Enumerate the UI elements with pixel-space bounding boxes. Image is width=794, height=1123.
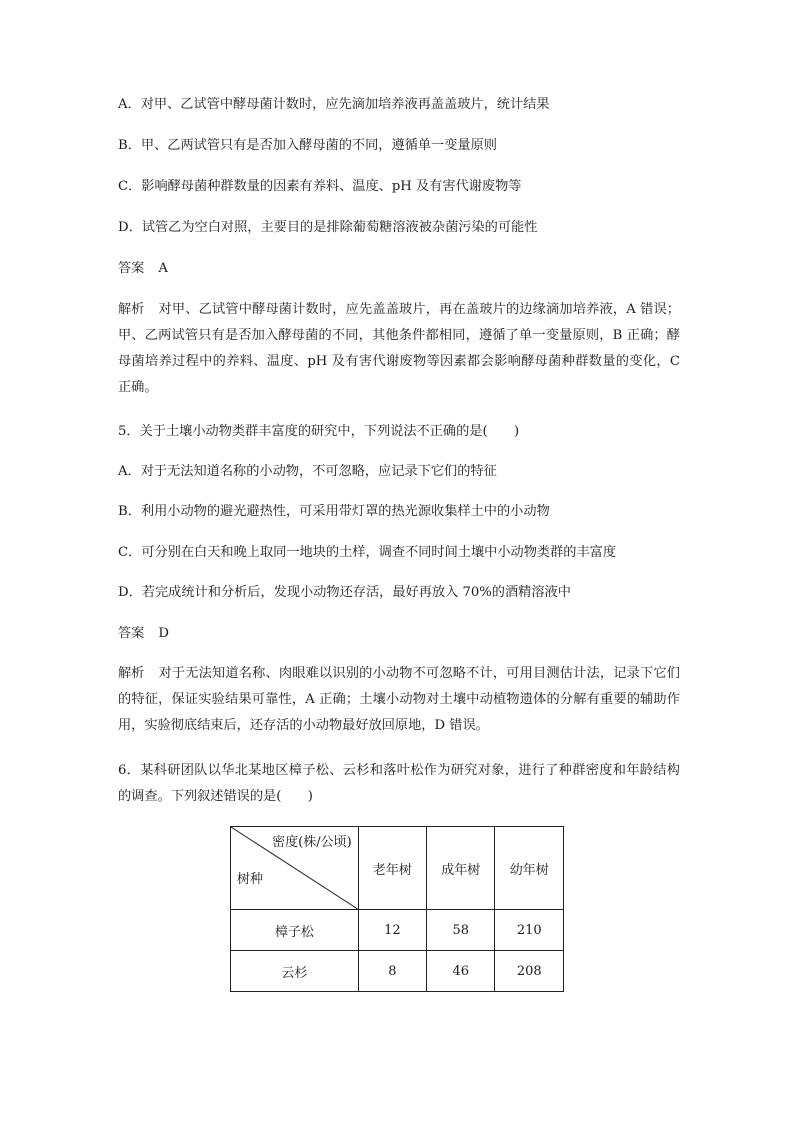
answer-label: 答案 xyxy=(118,626,145,641)
row-label: 樟子松 xyxy=(231,910,359,951)
column-header: 幼年树 xyxy=(495,827,564,910)
table-cell: 12 xyxy=(358,910,426,951)
q4-option-a: A．对甲、乙试管中酵母菌计数时，应先滴加培养液再盖盖玻片，统计结果 xyxy=(118,97,550,112)
table-cell: 208 xyxy=(495,951,564,992)
q5-option-a: A．对于无法知道名称的小动物，不可忽略，应记录下它们的特征 xyxy=(118,464,497,479)
q5-answer xyxy=(118,623,169,645)
analysis-label: 解析 xyxy=(118,302,145,317)
answer-value: D xyxy=(158,626,169,641)
corner-top-label: 密度(株/公顷) xyxy=(272,835,352,850)
q6-stem: 6．某科研团队以华北某地区樟子松、云杉和落叶松作为研究对象，进行了种群密度和年龄结构的调查。下列叙述错误的是( ) xyxy=(118,763,680,804)
analysis-label: 解析 xyxy=(118,666,145,681)
q4-answer xyxy=(118,258,168,280)
q5-stem: 5．关于土壤小动物类群丰富度的研究中，下列说法不正确的是( ) xyxy=(118,424,520,439)
q4-option-d: D．试管乙为空白对照，主要目的是排除葡萄糖溶液被杂菌污染的可能性 xyxy=(118,220,538,235)
answer-value: A xyxy=(158,261,168,276)
table-header-row xyxy=(231,827,564,910)
density-table xyxy=(230,826,564,992)
row-label: 云杉 xyxy=(231,951,359,992)
table-cell: 58 xyxy=(427,910,495,951)
column-header: 老年树 xyxy=(358,827,426,910)
table-cell: 210 xyxy=(495,910,564,951)
table-cell: 8 xyxy=(358,951,426,992)
q5-option-d: D．若完成统计和分析后，发现小动物还存活，最好再放入 70%的酒精溶液中 xyxy=(118,585,571,600)
table-corner-cell xyxy=(231,827,359,910)
q5-option-b: B．利用小动物的避光避热性，可采用带灯罩的热光源收集样土中的小动物 xyxy=(118,504,550,519)
column-header: 成年树 xyxy=(427,827,495,910)
answer-label: 答案 xyxy=(118,261,145,276)
q4-analysis xyxy=(118,297,680,401)
table-row xyxy=(231,910,564,951)
table-cell: 46 xyxy=(427,951,495,992)
analysis-text: 对于无法知道名称、肉眼难以识别的小动物不可忽略不计，可用目测估计法，记录下它们的特征，保证实验结果可靠性，A 正确；土壤小动物对土壤中动植物遗体的分解有重要的辅助作用，实验彻底结束后，还存活的小动物最好放回原地，D 错误。 xyxy=(118,666,680,733)
table-row xyxy=(231,951,564,992)
analysis-text: 对甲、乙试管中酵母菌计数时，应先盖盖玻片，再在盖玻片的边缘滴加培养液，A 错误；甲、乙两试管只有是否加入酵母菌的不同，其他条件都相同，遵循了单一变量原则，B 正确；酵母菌培养过程中的养料、温度、pH 及有害代谢废物等因素都会影响酵母菌种群数量的变化，C 正确。 xyxy=(118,302,680,395)
q4-option-b: B．甲、乙两试管只有是否加入酵母菌的不同，遵循单一变量原则 xyxy=(118,138,497,153)
corner-bottom-label: 树种 xyxy=(237,872,264,887)
q5-option-c: C．可分别在白天和晚上取同一地块的土样，调查不同时间土壤中小动物类群的丰富度 xyxy=(118,545,617,560)
q4-option-c: C．影响酵母菌种群数量的因素有养料、温度、pH 及有害代谢废物等 xyxy=(118,179,522,194)
q5-analysis xyxy=(118,661,680,739)
